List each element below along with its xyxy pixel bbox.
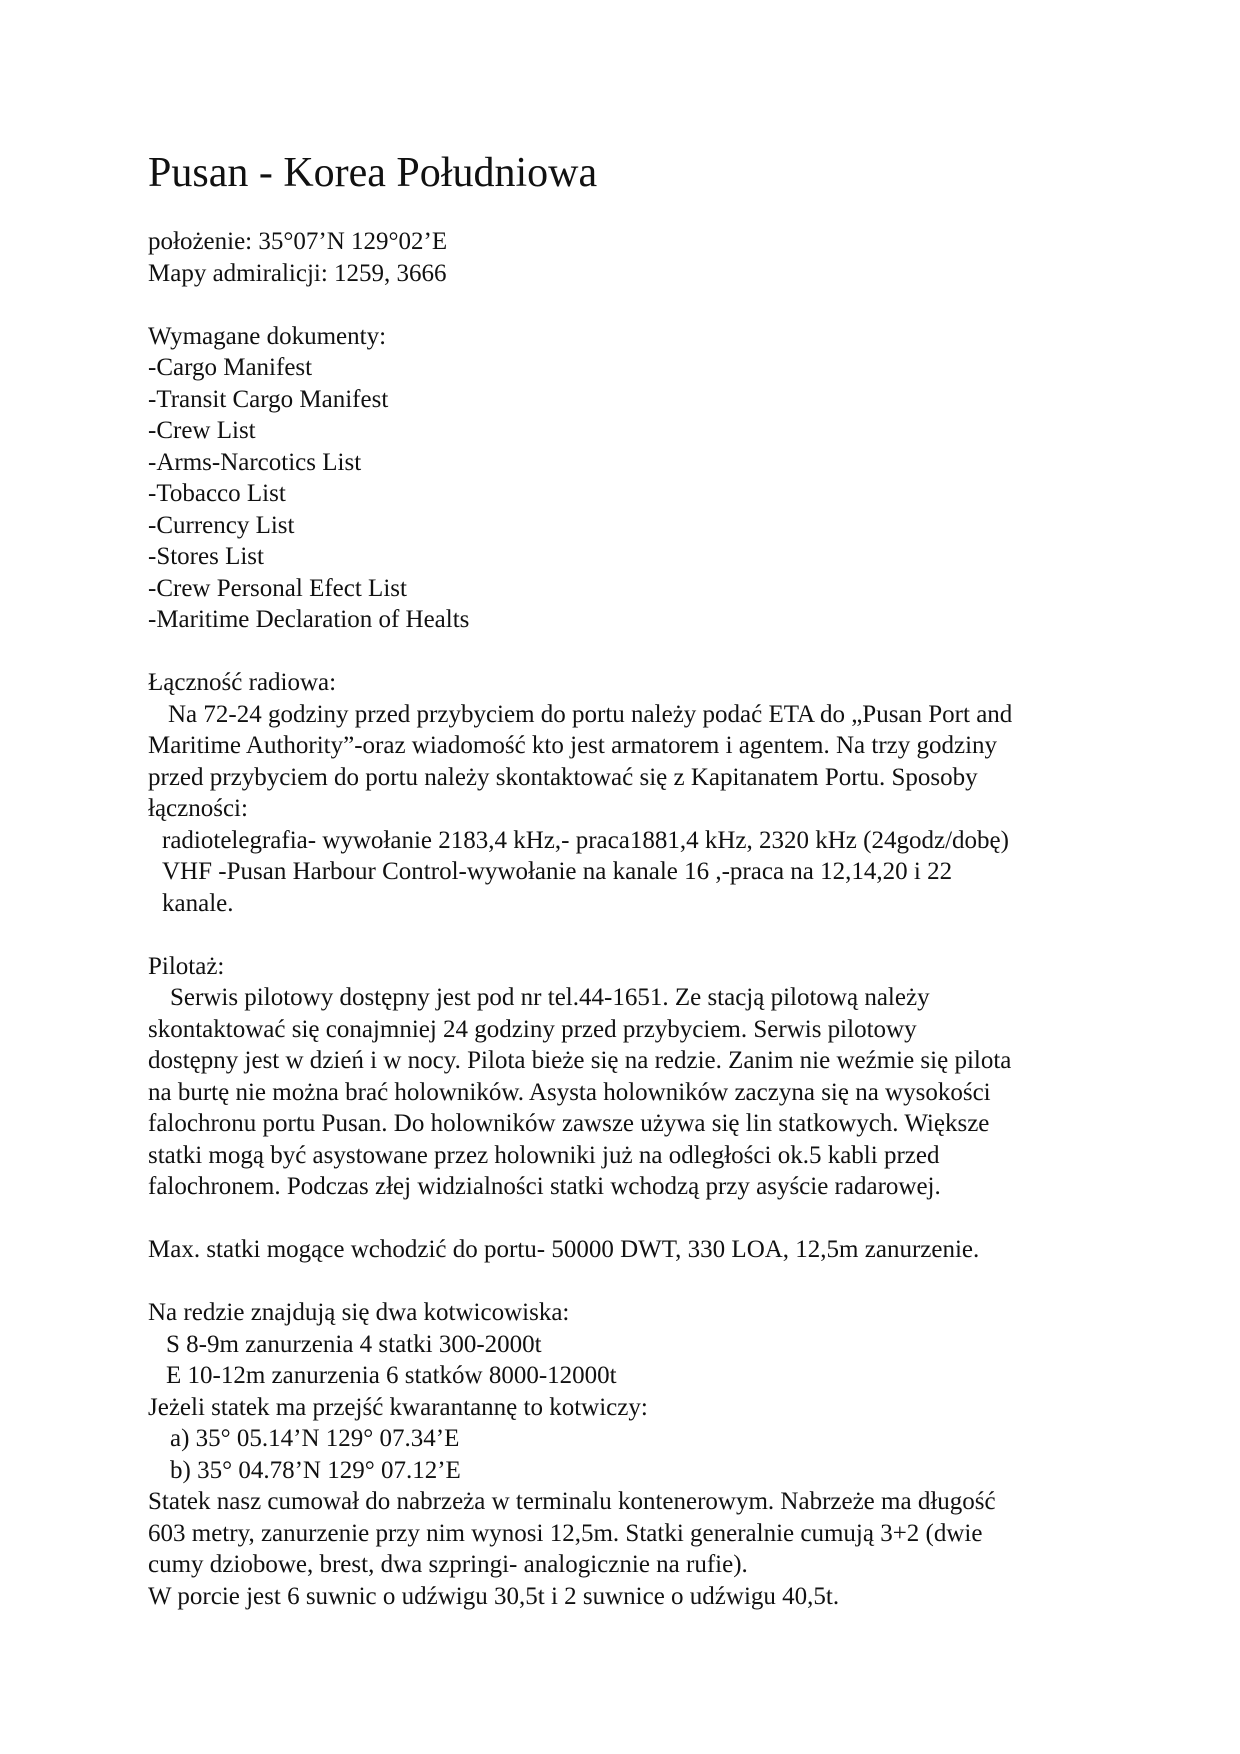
anchorage-item: S 8-9m zanurzenia 4 statki 300-2000t xyxy=(166,1330,542,1358)
quarantine-point: b) 35° 04.78’N 129° 07.12’E xyxy=(170,1456,461,1484)
document-item: -Maritime Declaration of Healts xyxy=(148,606,470,633)
document-item: -Tobacco List xyxy=(148,480,286,507)
document-page xyxy=(148,0,1108,1754)
document-item: -Crew Personal Efect List xyxy=(148,574,407,602)
pilotage-paragraph-line: skontaktować się conajmniej 24 godziny przed przybyciem. Serwis pilotowy xyxy=(148,1015,917,1043)
position-line: położenie: 35°07’N 129°02’E xyxy=(148,228,448,255)
page-title: Pusan - Korea Południowa xyxy=(148,150,598,196)
radio-paragraph-line: Maritime Authority”-oraz wiadomość kto jest armatorem i agentem. Na trzy godziny xyxy=(148,732,998,759)
anchorage-heading: Na redzie znajdują się dwa kotwicowiska: xyxy=(148,1299,570,1326)
document-item: -Stores List xyxy=(148,543,264,570)
documents-heading: Wymagane dokumenty: xyxy=(148,322,387,350)
max-ships-line: Max. statki mogące wchodzić do portu- 50000 DWT, 330 LOA, 12,5m zanurzenie. xyxy=(148,1236,980,1263)
pilotage-paragraph-line: falochronu portu Pusan. Do holowników zawsze używa się lin statkowych. Większe xyxy=(148,1110,990,1137)
radio-heading: Łączność radiowa: xyxy=(148,669,337,696)
radio-method-line: VHF -Pusan Harbour Control-wywołanie na kanale 16 ,-praca na 12,14,20 i 22 xyxy=(162,858,953,885)
document-item: -Cargo Manifest xyxy=(148,354,313,381)
pilotage-heading: Pilotaż: xyxy=(148,952,225,980)
pilotage-paragraph-line: statki mogą być asystowane przez holowniki już na odległości ok.5 kabli przed xyxy=(148,1141,940,1169)
radio-paragraph-line: łączności: xyxy=(148,795,248,822)
spacer xyxy=(148,919,1108,951)
radio-paragraph-line: Na 72-24 godziny przed przybyciem do portu należy podać ETA do „Pusan Port and xyxy=(168,700,1013,728)
radio-paragraph-line: przed przybyciem do portu należy skontaktować się z Kapitanatem Portu. Sposoby xyxy=(148,763,978,791)
radio-method-line: radiotelegrafia- wywołanie 2183,4 kHz,- praca1881,4 kHz, 2320 kHz (24godz/dobę) xyxy=(162,826,1009,854)
document-item: -Transit Cargo Manifest xyxy=(148,385,389,413)
berth-paragraph-line: cumy dziobowe, brest, dwa szpringi- analogicznie na rufie). xyxy=(148,1551,748,1578)
pilotage-paragraph-line: falochronem. Podczas złej widzialności statki wchodzą przy asyście radarowej. xyxy=(148,1173,941,1200)
document-item: -Currency List xyxy=(148,511,295,539)
berth-paragraph-line: W porcie jest 6 suwnic o udźwigu 30,5t i 2 suwnice o udźwigu 40,5t. xyxy=(148,1582,840,1610)
spacer xyxy=(148,1266,1108,1298)
spacer xyxy=(148,289,1108,321)
spacer xyxy=(148,1203,1108,1235)
pilotage-paragraph-line: Serwis pilotowy dostępny jest pod nr tel.44-1651. Ze stacją pilotową należy xyxy=(170,984,930,1011)
anchorage-item: E 10-12m zanurzenia 6 statków 8000-12000t xyxy=(166,1362,617,1389)
quarantine-point: a) 35° 05.14’N 129° 07.34’E xyxy=(170,1425,460,1452)
quarantine-heading: Jeżeli statek ma przejść kwarantannę to kotwiczy: xyxy=(148,1393,648,1421)
berth-paragraph-line: 603 metry, zanurzenie przy nim wynosi 12,5m. Statki generalnie cumują 3+2 (dwie xyxy=(148,1519,983,1547)
document-item: -Arms-Narcotics List xyxy=(148,448,362,476)
admiralty-charts-line: Mapy admiralicji: 1259, 3666 xyxy=(148,259,447,287)
document-item: -Crew List xyxy=(148,417,256,444)
spacer xyxy=(148,636,1108,668)
document-body xyxy=(148,226,1108,1612)
pilotage-paragraph-line: dostępny jest w dzień i w nocy. Pilota bieże się na redzie. Zanim nie weźmie się pilota xyxy=(148,1047,1012,1074)
berth-paragraph-line: Statek nasz cumował do nabrzeża w terminalu kontenerowym. Nabrzeże ma długość xyxy=(148,1488,996,1515)
pilotage-paragraph-line: na burtę nie można brać holowników. Asysta holowników zaczyna się na wysokości xyxy=(148,1078,991,1106)
radio-method-line: kanale. xyxy=(162,889,234,917)
